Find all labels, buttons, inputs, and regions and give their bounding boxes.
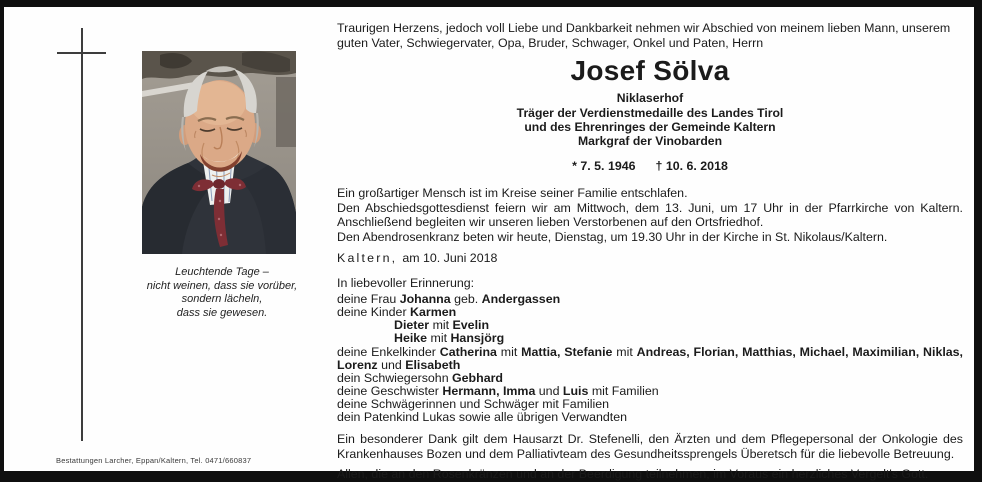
obituary-text-column <box>337 7 963 482</box>
family-list <box>337 293 963 424</box>
dateline-date: am 10. Juni 2018 <box>402 250 498 265</box>
honor-line: Niklaserhof <box>616 91 684 106</box>
paragraph-rosary: Den Abendrosenkranz beten wir heute, Dienstag, um 19.30 Uhr in der Kirche in St. Nikolaus/Kaltern. <box>337 230 888 245</box>
memorial-cross-icon <box>81 28 83 441</box>
family-line-child: Dieter mit Evelin <box>394 318 490 333</box>
portrait-photo <box>142 51 296 254</box>
thanks-paragraph: Ein besonderer Dank gilt dem Hausarzt Dr. Stefenelli, den Ärzten und dem Pflegepersonal der Onkologie des Krankenhauses Bozen und dem Palliativteam des Gesundheitssprengels Überetsch für die liebevolle Betreuung. <box>337 432 963 461</box>
family-line-grandchildren: deine Enkelkinder Catherina mit Mattia, Stefanie mit Andreas, Florian, Matthias, Michael, Maximilian, Niklas, Lorenz und Elisabeth <box>337 344 963 372</box>
life-dates <box>337 159 963 174</box>
paragraph-passing: Ein großartiger Mensch ist im Kreise seiner Familie entschlafen. <box>337 185 688 200</box>
honor-line: und des Ehrenringes der Gemeinde Kaltern <box>524 119 776 134</box>
paragraph-service: Den Abschiedsgottesdienst feiern wir am Mittwoch, dem 13. Juni, um 17 Uhr in der Pfarrkirche von Kaltern. Anschließend begleiten wir unseren lieben Verstorbenen auf den Ortsfriedhof. <box>337 200 963 230</box>
honor-line: Träger der Verdienstmedaille des Landes Tirol <box>516 105 784 120</box>
funeral-home-credit: Bestattungen Larcher, Eppan/Kaltern, Tel. 0471/660837 <box>56 456 252 465</box>
memorial-cross-icon <box>57 52 106 54</box>
deceased-name: Josef Sölva <box>570 55 730 87</box>
announcement-paragraphs <box>337 186 963 245</box>
family-line-siblings: deine Geschwister Hermann, Imma und Luis mit Familien <box>337 383 659 398</box>
obituary-card <box>4 7 974 482</box>
family-line-son-in-law: dein Schwiegersohn Gebhard <box>337 370 503 385</box>
remembrance-label: In liebevoller Erinnerung: <box>337 276 475 291</box>
honor-line: Markgraf der Vinobarden <box>577 134 723 149</box>
place-name: Kaltern, <box>337 250 398 265</box>
death-date: † 10. 6. 2018 <box>655 159 728 174</box>
caption-line: nicht weinen, dass sie vorüber, <box>146 279 298 292</box>
birth-date: * 7. 5. 1946 <box>572 159 636 174</box>
caption-line: sondern lächeln, <box>181 293 263 306</box>
closing-paragraph: Allen, die an den Rosenkränzen und an der Beerdigung teilnehmen, im Voraus ein herzliches Vergelt's Gott. <box>337 467 929 482</box>
family-line-child: Heike mit Hansjörg <box>394 331 505 346</box>
caption-line: Leuchtende Tage – <box>175 266 269 278</box>
family-line-in-laws: deine Schwägerinnen und Schwäger mit Familien <box>337 396 610 411</box>
intro-paragraph: Traurigen Herzens, jedoch voll Liebe und Dankbarkeit nehmen wir Abschied von meinem lieben Mann, unserem guten Vater, Schwiegervater, Opa, Bruder, Schwager, Onkel und Paten, Herrn <box>337 21 951 50</box>
place-dateline <box>337 251 963 266</box>
caption-line: dass sie gewesen. <box>176 306 268 319</box>
family-line-wife: deine Frau Johanna geb. Andergassen <box>337 292 561 307</box>
family-line-godchild: dein Patenkind Lukas sowie alle übrigen Verwandten <box>337 409 627 424</box>
family-line-children: deine Kinder Karmen <box>337 305 457 320</box>
photo-caption <box>112 266 332 320</box>
honors-block <box>337 91 963 148</box>
